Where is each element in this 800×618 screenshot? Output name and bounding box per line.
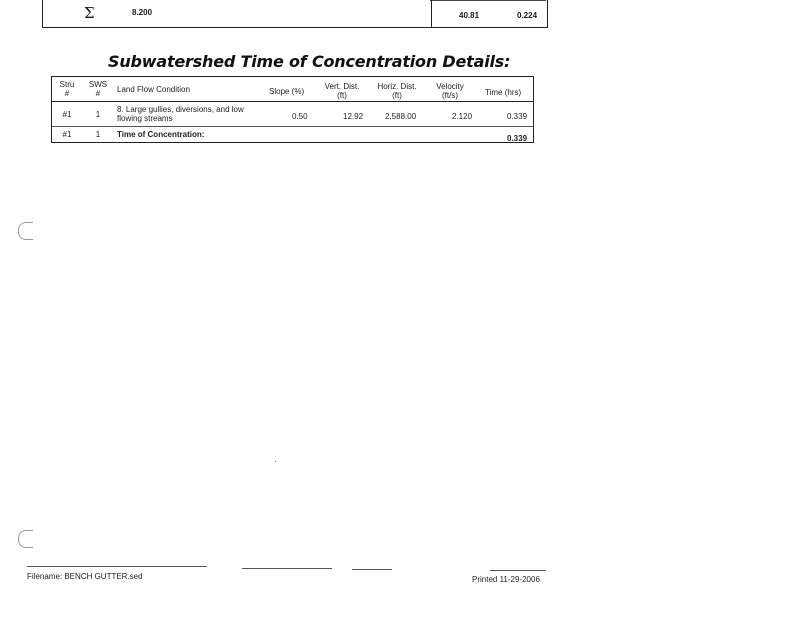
header-slope: Slope (%) [269, 87, 305, 96]
header-velocity: Velocity (ft/s) [436, 82, 464, 100]
row-stru: #1 [62, 110, 72, 119]
row-condition-line2: flowing streams [117, 114, 173, 123]
header-time: Time (hrs) [485, 88, 522, 97]
total-sws: 1 [95, 130, 101, 139]
footer-rule-mid [242, 568, 332, 569]
header-horiz-dist: Horiz. Dist. (ft) [377, 82, 417, 100]
table-left-border [51, 76, 52, 143]
scan-hole-mark-lower [18, 530, 33, 548]
header-land-flow-condition: Land Flow Condition [117, 85, 190, 94]
section-title: Subwatershed Time of Concentration Details: [108, 52, 511, 71]
footer-rule-right [490, 570, 546, 571]
total-label: Time of Concentration: [117, 130, 205, 139]
summary-total-mid: 40.81 [459, 11, 480, 20]
scan-speck [275, 461, 276, 462]
footer-filename: Filename: BENCH GUTTER.sed [27, 572, 143, 581]
row-slope: 0.50 [292, 112, 308, 121]
sigma-symbol: Σ [84, 4, 95, 22]
row-condition-line1: 8. Large gullies, diversions, and low [117, 105, 244, 114]
footer-printed-date: Printed 11-29-2006 [472, 575, 540, 584]
row-time: 0.339 [507, 112, 528, 121]
header-sws: SWS # [88, 80, 108, 98]
total-time: 0.339 [507, 134, 528, 143]
row-velocity: 2.120 [452, 112, 473, 121]
row-sws: 1 [95, 110, 101, 119]
row-vert-dist: 12.92 [343, 112, 364, 121]
scan-hole-mark-upper [18, 222, 33, 240]
summary-divider [431, 0, 432, 27]
table-row-divider [51, 126, 534, 127]
table-header-border [51, 101, 534, 102]
footer-rule-left [27, 566, 207, 567]
table-top-border [51, 76, 534, 77]
total-stru: #1 [62, 130, 72, 139]
time-of-concentration-table [51, 76, 534, 144]
header-stru: Stru # [59, 80, 75, 98]
footer-rule-mid2 [352, 569, 392, 570]
table-bottom-border [51, 142, 534, 143]
table-right-border [533, 76, 534, 143]
header-vert-dist: Vert. Dist. (ft) [324, 82, 360, 100]
summary-total-left: 8.200 [132, 8, 153, 17]
summary-total-right: 0.224 [517, 11, 538, 20]
row-horiz-dist: 2,588.00 [385, 112, 417, 121]
